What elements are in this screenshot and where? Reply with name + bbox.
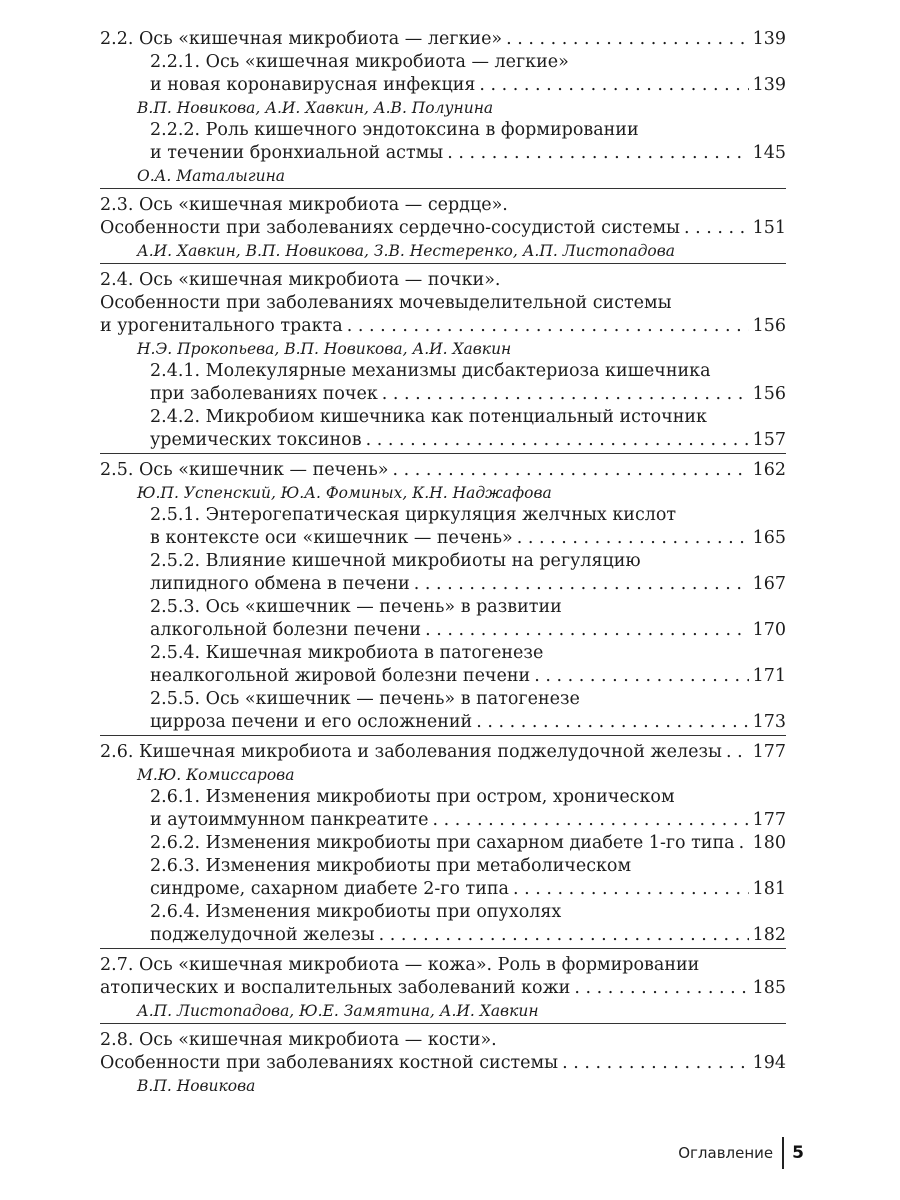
toc-entry-last-line <box>150 383 786 406</box>
toc-entry-last-line <box>150 527 786 550</box>
toc-page-number: 145 <box>752 143 786 163</box>
toc-section <box>100 269 786 454</box>
toc-page-number: 171 <box>752 666 786 686</box>
dot-leader <box>432 809 748 832</box>
toc-page-number: 181 <box>752 879 786 899</box>
dot-leader <box>479 74 748 97</box>
toc-authors: В.П. Новикова, А.И. Хавкин, А.В. Полунина <box>137 99 494 117</box>
toc-entry-title: 2.6.2. Изменения микробиоты при сахарном диабете 1-го типа <box>150 833 735 853</box>
toc-entry-title: 2.2. Ось «кишечная микробиота — легкие» <box>100 29 503 49</box>
toc-section <box>100 741 786 949</box>
dot-leader <box>684 217 749 240</box>
toc-entry[interactable] <box>100 269 786 338</box>
toc-entry-title-line: 2.8. Ось «кишечная микробиота — кости». <box>100 1030 497 1050</box>
toc-entry-last-line <box>100 741 786 764</box>
toc-entry-title: Особенности при заболеваниях сердечно-сосудистой системы <box>100 218 680 238</box>
dot-leader <box>506 28 748 51</box>
toc-subentry[interactable] <box>100 504 786 550</box>
toc-subentry[interactable] <box>100 51 786 97</box>
toc-entry[interactable] <box>100 194 786 240</box>
toc-entry[interactable] <box>100 459 786 482</box>
toc-entry-last-line <box>100 459 786 482</box>
toc-entry-last-line <box>100 977 786 1000</box>
toc-entry-last-line <box>100 217 786 240</box>
toc-entry-title: при заболеваниях почек <box>150 384 378 404</box>
dot-leader <box>382 383 749 406</box>
toc-entry[interactable] <box>100 741 786 764</box>
dot-leader <box>534 665 748 688</box>
toc-subentry[interactable] <box>100 642 786 688</box>
toc-page-number: 177 <box>752 810 786 830</box>
toc-entry-title-line: 2.4.2. Микробиом кишечника как потенциальный источник <box>150 407 707 427</box>
toc-section <box>100 954 786 1024</box>
dot-leader <box>574 977 748 1000</box>
toc-section <box>100 1029 786 1098</box>
toc-entry-title-line: 2.3. Ось «кишечная микробиота — сердце». <box>100 195 508 215</box>
table-of-contents <box>100 28 786 1103</box>
toc-entry-title: и течении бронхиальной астмы <box>150 143 444 163</box>
toc-entry-last-line <box>150 74 786 97</box>
toc-entry-title: алкогольной болезни печени <box>150 620 422 640</box>
dot-leader <box>726 741 749 764</box>
toc-entry-title: в контексте оси «кишечник — печень» <box>150 528 513 548</box>
toc-page-number: 139 <box>752 75 786 95</box>
dot-leader <box>414 573 749 596</box>
toc-section <box>100 28 786 189</box>
toc-entry-title-line: 2.5.2. Влияние кишечной микробиоты на регуляцию <box>150 551 641 571</box>
toc-entry-title-line: 2.7. Ось «кишечная микробиота — кожа». Роль в формировании <box>100 955 700 975</box>
toc-entry-last-line <box>150 924 786 947</box>
toc-entry-last-line <box>150 573 786 596</box>
toc-entry-title: Особенности при заболеваниях костной системы <box>100 1053 559 1073</box>
toc-subentry[interactable] <box>100 119 786 165</box>
toc-entry-last-line <box>100 28 786 51</box>
dot-leader <box>739 832 749 855</box>
toc-entry-title: поджелудочной железы <box>150 925 375 945</box>
toc-entry-last-line <box>100 315 786 338</box>
toc-page-number: 182 <box>752 925 786 945</box>
toc-entry-title: и аутоиммунном панкреатите <box>150 810 429 830</box>
toc-subentry[interactable] <box>100 406 786 452</box>
toc-entry-title-line: 2.5.3. Ось «кишечник — печень» в развитии <box>150 597 562 617</box>
toc-page-number: 177 <box>752 742 786 762</box>
toc-entry-title-line: 2.4.1. Молекулярные механизмы дисбактериоза кишечника <box>150 361 711 381</box>
toc-authors: А.И. Хавкин, В.П. Новикова, З.В. Нестеренко, А.П. Листопадова <box>137 242 676 260</box>
toc-entry-title: уремических токсинов <box>150 430 362 450</box>
toc-section <box>100 194 786 264</box>
dot-leader <box>347 315 749 338</box>
toc-page-number: 157 <box>752 430 786 450</box>
footer-divider <box>782 1137 784 1169</box>
footer-section-label: Оглавление <box>678 1144 774 1162</box>
toc-entry-title-line: 2.6.3. Изменения микробиоты при метаболическом <box>150 856 632 876</box>
page-number: 5 <box>792 1143 804 1163</box>
dot-leader <box>392 459 748 482</box>
toc-subentry[interactable] <box>100 901 786 947</box>
toc-entry[interactable] <box>100 1029 786 1075</box>
toc-entry-title: цирроза печени и его осложнений <box>150 712 473 732</box>
page-footer <box>678 1137 804 1169</box>
toc-entry-last-line <box>150 878 786 901</box>
toc-page-number: 162 <box>752 460 786 480</box>
toc-entry-last-line <box>150 832 786 855</box>
toc-subentry[interactable] <box>100 550 786 596</box>
toc-subentry[interactable] <box>100 688 786 734</box>
toc-entry-title-line: 2.5.5. Ось «кишечник — печень» в патогенезе <box>150 689 580 709</box>
toc-entry-last-line <box>150 665 786 688</box>
dot-leader <box>425 619 749 642</box>
toc-authors: Ю.П. Успенский, Ю.А. Фоминых, К.Н. Наджафова <box>137 484 552 502</box>
toc-page-number: 156 <box>752 316 786 336</box>
dot-leader <box>366 429 749 452</box>
toc-entry-last-line <box>150 711 786 734</box>
toc-entry-title-line: 2.2.1. Ось «кишечная микробиота — легкие» <box>150 52 569 72</box>
toc-page-number: 151 <box>752 218 786 238</box>
toc-entry-title-line: 2.2.2. Роль кишечного эндотоксина в формировании <box>150 120 639 140</box>
toc-entry-title-line: Особенности при заболеваниях мочевыделительной системы <box>100 293 672 313</box>
toc-page-number: 156 <box>752 384 786 404</box>
toc-entry-last-line <box>150 809 786 832</box>
toc-authors: А.П. Листопадова, Ю.Е. Замятина, А.И. Хавкин <box>137 1002 539 1020</box>
toc-entry-title-line: 2.5.1. Энтерогепатическая циркуляция желчных кислот <box>150 505 677 525</box>
toc-entry[interactable] <box>100 954 786 1000</box>
toc-subentry[interactable] <box>100 360 786 406</box>
dot-leader <box>447 142 748 165</box>
toc-subentry[interactable] <box>100 832 786 855</box>
toc-entry-title-line: 2.4. Ось «кишечная микробиота — почки». <box>100 270 501 290</box>
toc-entry[interactable] <box>100 28 786 51</box>
toc-subentry[interactable] <box>100 855 786 901</box>
toc-entry-title: липидного обмена в печени <box>150 574 410 594</box>
toc-authors: М.Ю. Комиссарова <box>137 766 295 784</box>
toc-entry-last-line <box>150 619 786 642</box>
toc-subentry[interactable] <box>100 596 786 642</box>
toc-authors: В.П. Новикова <box>137 1077 256 1095</box>
toc-page-number: 180 <box>752 833 786 853</box>
toc-entry-last-line <box>150 429 786 452</box>
dot-leader <box>379 924 749 947</box>
toc-page-number: 165 <box>752 528 786 548</box>
toc-entry-last-line <box>150 142 786 165</box>
toc-page-number: 139 <box>752 29 786 49</box>
toc-entry-title: 2.5. Ось «кишечник — печень» <box>100 460 389 480</box>
toc-entry-title-line: 2.5.4. Кишечная микробиота в патогенезе <box>150 643 544 663</box>
toc-entry-title: неалкогольной жировой болезни печени <box>150 666 531 686</box>
toc-subentry[interactable] <box>100 786 786 832</box>
toc-page-number: 173 <box>752 712 786 732</box>
toc-entry-title-line: 2.6.1. Изменения микробиоты при остром, хроническом <box>150 787 675 807</box>
dot-leader <box>476 711 748 734</box>
toc-section <box>100 459 786 736</box>
toc-entry-title: синдроме, сахарном диабете 2-го типа <box>150 879 509 899</box>
toc-page-number: 167 <box>752 574 786 594</box>
dot-leader <box>562 1052 749 1075</box>
toc-page-number: 185 <box>752 978 786 998</box>
toc-entry-title: атопических и воспалительных заболеваний кожи <box>100 978 571 998</box>
toc-authors: О.А. Маталыгина <box>137 167 286 185</box>
toc-entry-title-line: 2.6.4. Изменения микробиоты при опухолях <box>150 902 562 922</box>
dot-leader <box>513 878 749 901</box>
toc-entry-title: 2.6. Кишечная микробиота и заболевания поджелудочной железы <box>100 742 722 762</box>
dot-leader <box>517 527 749 550</box>
toc-entry-title: и урогенитального тракта <box>100 316 343 336</box>
toc-entry-title: и новая коронавирусная инфекция <box>150 75 476 95</box>
toc-page-number: 194 <box>752 1053 786 1073</box>
toc-authors: Н.Э. Прокопьева, В.П. Новикова, А.И. Хавкин <box>137 340 512 358</box>
toc-entry-last-line <box>100 1052 786 1075</box>
toc-page-number: 170 <box>752 620 786 640</box>
